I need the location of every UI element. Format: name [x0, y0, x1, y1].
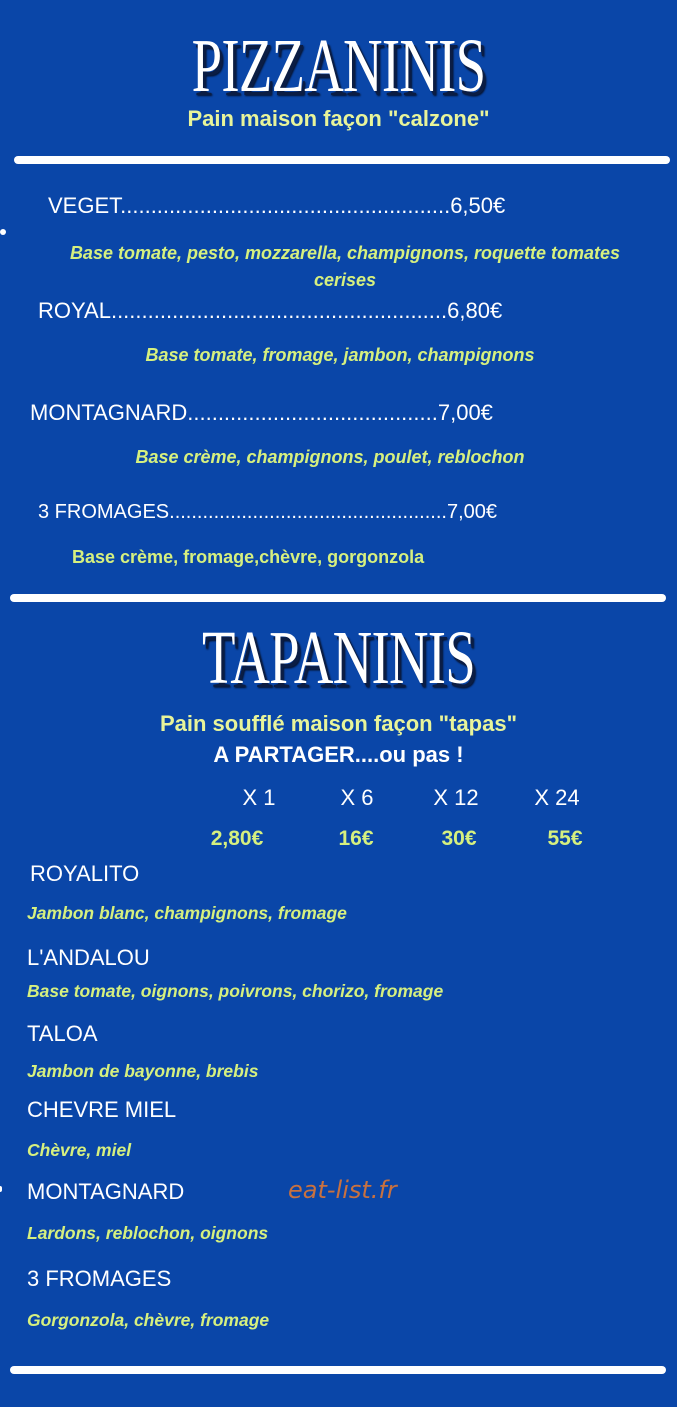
watermark: eat-list.fr [288, 1176, 397, 1204]
bullet-dot [0, 229, 6, 235]
tapanini-name-royalito: ROYALITO [30, 861, 140, 886]
tapaninis-title: TAPANINIS [202, 616, 475, 700]
pizzanini-desc-montagnard: Base crème, champignons, poulet, reblochon [135, 447, 525, 467]
tapanini-name-andalou: L'ANDALOU [27, 945, 150, 970]
price-x1: 2,80€ [210, 827, 264, 850]
divider-middle [10, 594, 666, 602]
price-x24: 55€ [547, 827, 583, 850]
bullet-dot [0, 1186, 2, 1192]
tapanini-name-3-fromages: 3 FROMAGES [27, 1266, 172, 1291]
tapanini-desc-3-fromages: Gorgonzola, chèvre, fromage [27, 1310, 270, 1330]
tapanini-desc-taloa: Jambon de bayonne, brebis [27, 1061, 259, 1081]
tapanini-name-chevre-miel: CHEVRE MIEL [27, 1097, 177, 1122]
qty-x6: X 6 [340, 785, 374, 810]
pizzaninis-title: PIZZANINIS [191, 24, 486, 108]
divider-top [14, 156, 670, 164]
pizzanini-item-veget: VEGET......................................................6,50€ [48, 193, 506, 218]
pizzanini-desc-3-fromages: Base crème, fromage,chèvre, gorgonzola [72, 547, 425, 567]
qty-x1: X 1 [242, 785, 276, 810]
tapanini-desc-royalito: Jambon blanc, champignons, fromage [27, 903, 347, 923]
tapanini-desc-montagnard: Lardons, reblochon, oignons [27, 1223, 269, 1243]
tapanini-name-taloa: TALOA [27, 1021, 98, 1046]
pizzanini-item-royal: ROYAL.......................................................6,80€ [38, 298, 503, 323]
price-x6: 16€ [338, 827, 374, 850]
tapaninis-subtitle-share: A PARTAGER....ou pas ! [213, 742, 464, 767]
qty-x12: X 12 [433, 785, 479, 810]
pizzaninis-subtitle: Pain maison façon "calzone" [187, 106, 490, 131]
divider-bottom [10, 1366, 666, 1374]
pizzanini-desc-veget: Base tomate, pesto, mozzarella, champignons, roquette tomates cerises [69, 243, 621, 290]
tapanini-desc-andalou: Base tomate, oignons, poivrons, chorizo, fromage [27, 981, 444, 1001]
pizzanini-item-3-fromages: 3 FROMAGES..................................................7,00€ [38, 501, 498, 523]
tapanini-desc-chevre-miel: Chèvre, miel [27, 1140, 132, 1160]
qty-x24: X 24 [534, 785, 580, 810]
tapanini-name-montagnard: MONTAGNARD [27, 1179, 185, 1204]
pizzanini-desc-royal: Base tomate, fromage, jambon, champignons [145, 345, 535, 365]
pizzanini-item-montagnard: MONTAGNARD.........................................7,00€ [30, 400, 493, 425]
price-x12: 30€ [441, 827, 477, 850]
tapaninis-subtitle: Pain soufflé maison façon "tapas" [159, 711, 518, 736]
